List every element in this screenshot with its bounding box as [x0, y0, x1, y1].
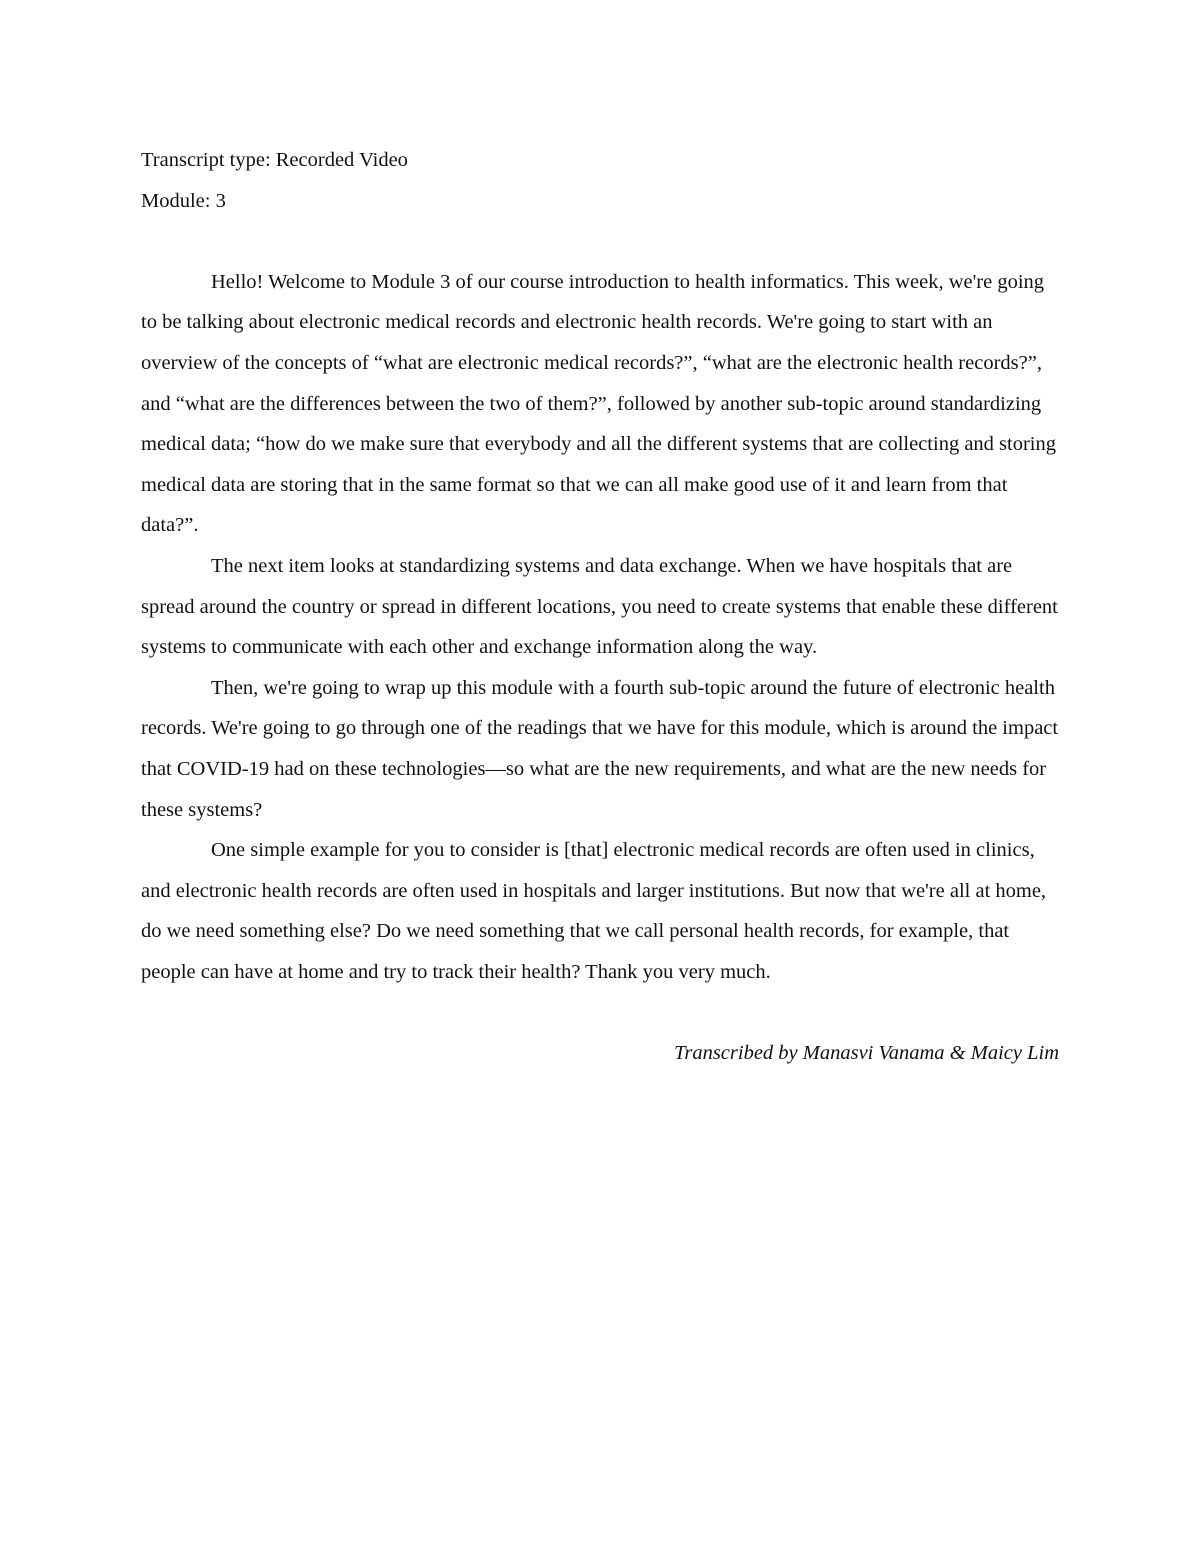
paragraph-intro: Hello! Welcome to Module 3 of our course introduction to health informatics. This week, we're going to be talking about electronic medical records and electronic health records. We're going to start with an overview of the concepts of “what are electronic medical records?”, “what are the electronic health records?”, and “what are the differences between the two of them?”, followed by another sub-topic around standardizing medical data; “how do we make sure that everybody and all the different systems that are collecting and storing medical data are storing that in the same format so that we can all make good use of it and learn from that data?”.	[141, 270, 1056, 537]
transcription-credit: Transcribed by Manasvi Vanama & Maicy Lim	[674, 1042, 1059, 1065]
paragraph-data-exchange: The next item looks at standardizing systems and data exchange. When we have hospitals that are spread around the country or spread in different locations, you need to create systems that enable these different systems to communicate with each other and exchange information along the way.	[141, 554, 1058, 659]
spacer	[141, 221, 1059, 262]
document-page	[141, 140, 1059, 1074]
transcript-type-line: Transcript type: Recorded Video	[141, 149, 408, 171]
paragraph-example: One simple example for you to consider is [that] electronic medical records are often used in clinics, and electronic health records are often used in hospitals and larger institutions. But now that we're all at home, do we need something else? Do we need something that we call personal health records, for example, that people can have at home and try to track their health? Thank you very much.	[141, 839, 1047, 983]
paragraph-future: Then, we're going to wrap up this module with a fourth sub-topic around the future of electronic health records. We're going to go through one of the readings that we have for this module, which is around the impact that COVID-19 had on these technologies—so what are the new requirements, and what are the new needs for these systems?	[141, 676, 1059, 821]
module-line: Module: 3	[141, 189, 226, 212]
